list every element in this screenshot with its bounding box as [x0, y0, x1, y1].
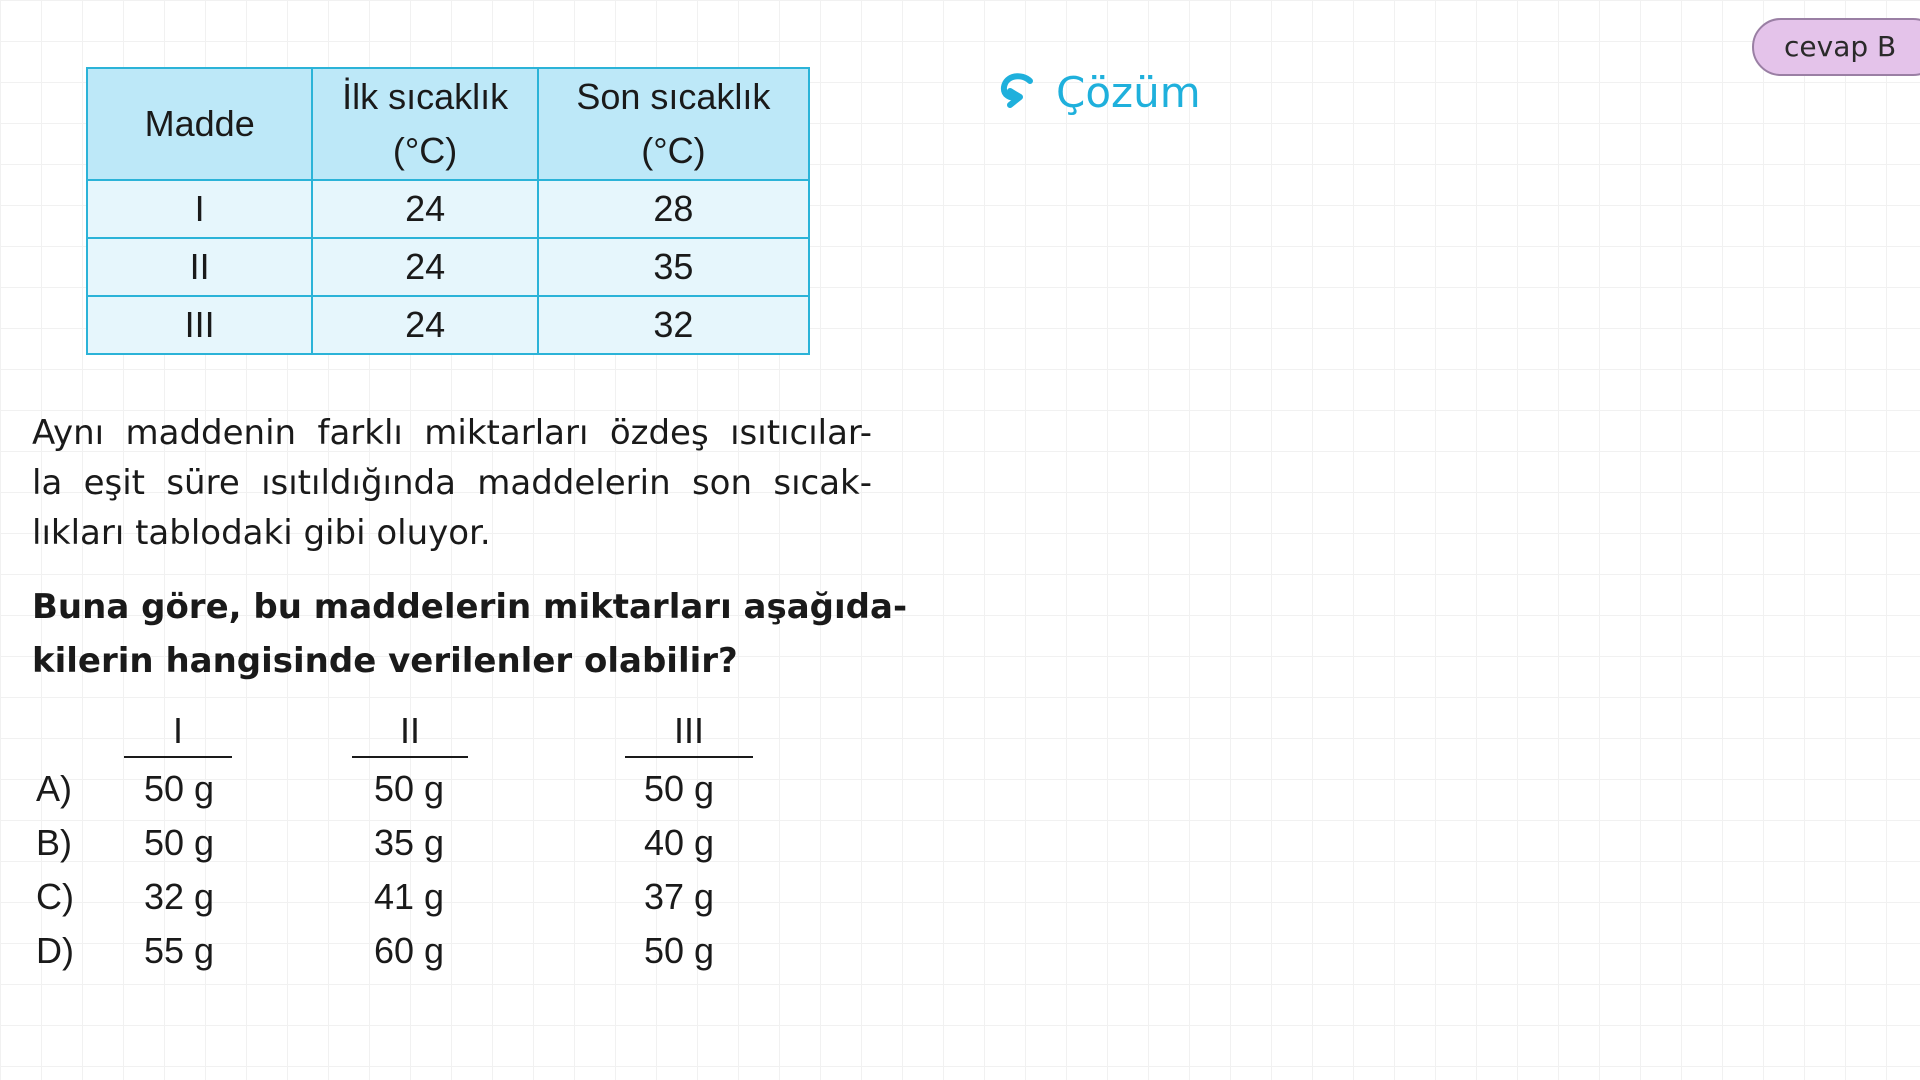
solution-label: Çözüm: [1056, 67, 1201, 117]
question-text-line: kilerin hangisinde verilenler olabilir?: [32, 641, 738, 681]
option-value: 37 g: [644, 876, 715, 917]
option-value: 50 g: [374, 768, 445, 809]
table-cell: 32: [538, 296, 809, 354]
table-cell: 35: [538, 238, 809, 296]
option-value: 32 g: [144, 876, 215, 917]
option-header-iii: III: [625, 708, 753, 758]
option-value: 50 g: [144, 822, 215, 863]
table-row: [87, 296, 809, 354]
table-cell: II: [87, 238, 312, 296]
table-cell: III: [87, 296, 312, 354]
option-letter: C): [36, 876, 74, 917]
option-value: 50 g: [644, 768, 715, 809]
option-value: 35 g: [374, 822, 445, 863]
problem-text-line: lıkları tablodaki gibi oluyor.: [32, 513, 491, 553]
question-text: [32, 580, 908, 688]
temperature-table: [86, 67, 810, 355]
option-letter: A): [36, 768, 72, 809]
table-cell: 24: [312, 238, 537, 296]
table-row: [87, 180, 809, 238]
option-value: 50 g: [144, 768, 215, 809]
table-cell: 24: [312, 180, 537, 238]
option-value: 50 g: [644, 930, 715, 971]
table-cell: 28: [538, 180, 809, 238]
problem-text-line: Aynı maddenin farklı miktarları özdeş ısıtıcılar-: [32, 413, 872, 453]
curved-arrow-icon: [996, 69, 1042, 115]
option-value: 40 g: [644, 822, 715, 863]
table-cell: 24: [312, 296, 537, 354]
table-cell: I: [87, 180, 312, 238]
answer-badge: cevap B: [1752, 18, 1920, 76]
header-son-sicaklik: Son sıcaklık (°C): [538, 68, 809, 180]
option-letter: B): [36, 822, 72, 863]
problem-text-line: la eşit süre ısıtıldığında maddelerin son sıcak-: [32, 463, 872, 503]
option-b[interactable]: [36, 816, 836, 870]
option-value: 41 g: [374, 876, 445, 917]
solution-heading: [996, 62, 1201, 122]
header-madde: Madde: [87, 68, 312, 180]
option-letter: D): [36, 930, 74, 971]
table-row: [87, 238, 809, 296]
option-c[interactable]: [36, 870, 836, 924]
problem-text: [32, 408, 872, 558]
header-ilk-sicaklik: İlk sıcaklık (°C): [312, 68, 537, 180]
option-value: 55 g: [144, 930, 215, 971]
table-header-row: [87, 68, 809, 180]
option-a[interactable]: [36, 762, 836, 816]
question-text-line: Buna göre, bu maddelerin miktarları aşağıda-: [32, 587, 908, 627]
option-header-ii: II: [352, 708, 468, 758]
option-d[interactable]: [36, 924, 836, 978]
option-value: 60 g: [374, 930, 445, 971]
option-header-i: I: [124, 708, 232, 758]
